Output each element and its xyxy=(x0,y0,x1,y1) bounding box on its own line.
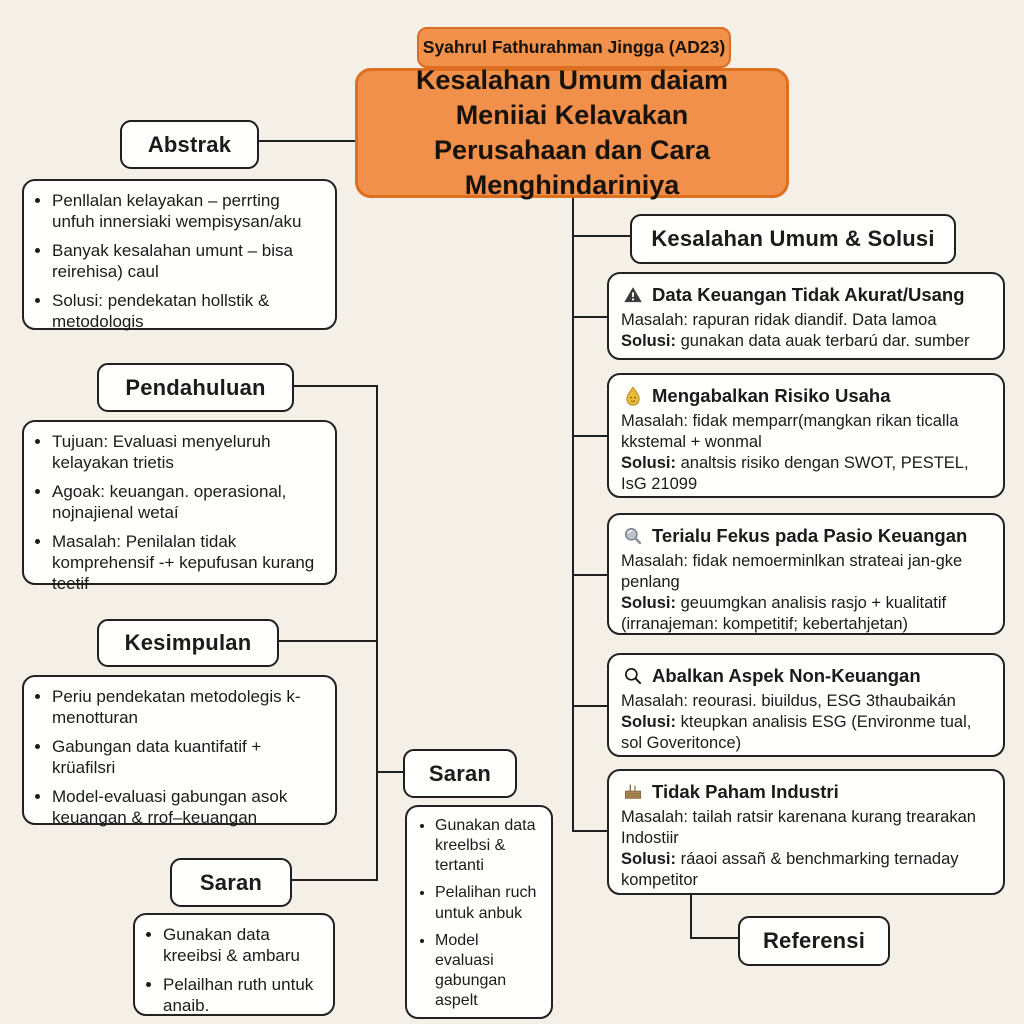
card-title: Tidak Paham Industri xyxy=(652,781,839,802)
connector-line xyxy=(572,235,630,237)
bullet-item: • Gunakan data kreelbsi & tertanti xyxy=(435,816,539,876)
connector-line xyxy=(376,771,404,773)
card-title: Data Keuangan Tidak Akurat/Usang xyxy=(652,284,965,305)
node-pendahuluan-label: Pendahuluan xyxy=(125,374,266,400)
card-title: Abalkan Aspek Non-Keuangan xyxy=(652,665,921,686)
bullet-item: • Model-evaluasi gabungan asok keuangan & rrof–keuangan xyxy=(52,786,323,829)
solusi-line: Solusi: kteupkan analisis ESG (Environme tual, sol Goveritonce) xyxy=(621,713,972,752)
masalah-line: Masalah: fidak memparr(mangkan rikan ticalla kkstemal + wonmal xyxy=(621,412,959,452)
card-title-row xyxy=(623,524,991,547)
abstrak-content[interactable] xyxy=(22,179,337,330)
magnifier-filled-icon xyxy=(623,526,643,546)
node-kesalahan-umum-solusi[interactable] xyxy=(630,214,956,264)
warning-icon xyxy=(623,285,643,305)
connector-line xyxy=(572,198,574,832)
bullet-item: • Gunakan data kreeibsi & ambaru xyxy=(163,924,321,967)
bullet-item: • Penllalan kelayakan – perrting unfuh innersiaki wempisysan/aku xyxy=(52,190,323,233)
bullet-item: • Solusi: pendekatan hollstik & metodologis xyxy=(52,290,323,333)
node-saran-middle[interactable] xyxy=(403,749,517,798)
pendahuluan-content[interactable] xyxy=(22,420,337,594)
connector-line xyxy=(572,574,607,576)
bullet-item: • Masalah: Penilalan tidak komprehensif -+ kepufusan kurang teetif xyxy=(52,531,323,595)
bullet-item: • Pelailhan ruth untuk anaib. xyxy=(163,974,321,1017)
node-abstrak[interactable] xyxy=(120,120,259,169)
card-title-row xyxy=(623,664,991,687)
risk-drop-icon xyxy=(623,386,643,406)
solusi-line: Solusi: ráaoi assañ & benchmarking ternaday kompetitor xyxy=(621,849,959,889)
masalah-line: Masalah: reourasi. biuildus, ESG 3thaubaikán xyxy=(621,692,956,711)
mistake-card-fokus-rasio[interactable] xyxy=(607,513,1005,635)
main-title-node[interactable] xyxy=(355,64,789,201)
node-kesimpulan[interactable] xyxy=(97,619,279,667)
connector-line xyxy=(287,879,377,881)
bullet-item: • Gabungan data kuantifatif + krüafilsri xyxy=(52,736,323,779)
connector-line xyxy=(376,385,378,881)
card-title: Terialu Fekus pada Pasio Keuangan xyxy=(652,525,968,546)
connector-line xyxy=(290,385,378,387)
solusi-line: Solusi: geuumgkan analisis rasjo + kualitatif (irranajeman: kompetitif; kebertahjetan) xyxy=(621,593,947,633)
card-title-row xyxy=(623,384,991,407)
main-title-text: Kesalahan Umum daiam Meniiai Kelavakan Perusahaan dan Cara Menghindariniya xyxy=(415,64,729,201)
mistake-card-risiko-usaha[interactable] xyxy=(607,373,1005,498)
node-abstrak-label: Abstrak xyxy=(147,131,232,157)
bullet-item: • Tujuan: Evaluasi menyeluruh kelayakan trietis xyxy=(52,431,323,474)
bullet-item: • Model evaluasi gabungan aspelt xyxy=(435,931,539,1012)
node-referensi-label: Referensi xyxy=(762,928,866,953)
card-title: Mengabalkan Risiko Usaha xyxy=(652,385,891,406)
connector-line xyxy=(572,316,607,318)
kesimpulan-content[interactable] xyxy=(22,675,337,828)
connector-line xyxy=(572,705,607,707)
card-title-row xyxy=(623,780,991,803)
saran-middle-content[interactable] xyxy=(405,805,553,1019)
node-saran-middle-label: Saran xyxy=(428,760,492,786)
masalah-line: Masalah: rapuran ridak diandif. Data lamoa xyxy=(621,311,937,330)
node-pendahuluan[interactable] xyxy=(97,363,294,412)
masalah-line: Masalah: fidak nemoerminlkan strateai jan-gke penlang xyxy=(621,552,963,592)
solusi-line: Solusi: gunakan data auak terbarú dar. sumber xyxy=(621,332,970,351)
industry-icon xyxy=(623,782,643,802)
bullet-item: • Banyak kesalahan umunt – bisa reirehisa) caul xyxy=(52,240,323,283)
connector-line xyxy=(690,895,692,939)
bullet-item: • Periu pendekatan metodolegis k-menotturan xyxy=(52,686,323,729)
connector-line xyxy=(572,435,607,437)
author-badge-label: Syahrul Fathurahman Jingga (AD23) xyxy=(422,37,726,57)
mistake-card-data-keuangan[interactable] xyxy=(607,272,1005,360)
node-saran-left-label: Saran xyxy=(199,869,263,895)
connector-line xyxy=(275,640,376,642)
connector-line xyxy=(690,937,738,939)
bullet-item: • Agoak: keuangan. operasional, nojnajienal wetaí xyxy=(52,481,323,524)
bullet-item: • Pelalihan ruch untuk anbuk xyxy=(435,883,539,923)
masalah-line: Masalah: tailah ratsir karenana kurang trearakan Indostiir xyxy=(621,808,976,848)
mistake-card-tidak-paham-industri[interactable] xyxy=(607,769,1005,895)
magnifier-outline-icon xyxy=(623,666,643,686)
connector-line xyxy=(572,830,607,832)
saran-left-content[interactable] xyxy=(133,913,335,1016)
node-referensi[interactable] xyxy=(738,916,890,966)
mistake-card-aspek-non-keuangan[interactable] xyxy=(607,653,1005,757)
connector-line xyxy=(255,140,355,142)
card-title-row xyxy=(623,283,991,306)
solusi-line: Solusi: analtsis risiko dengan SWOT, PESTEL, IsG 21099 xyxy=(621,453,969,493)
node-kesimpulan-label: Kesimpulan xyxy=(124,630,252,655)
node-saran-left[interactable] xyxy=(170,858,292,907)
node-kesalahan-label: Kesalahan Umum & Solusi xyxy=(651,226,935,251)
